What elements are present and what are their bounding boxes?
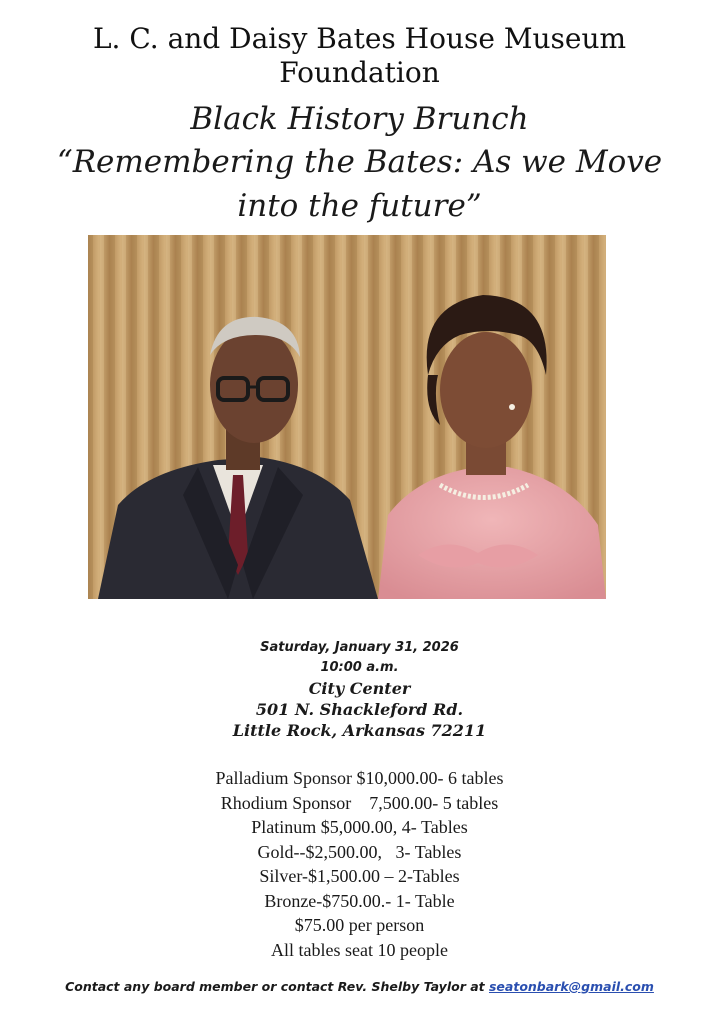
event-details [0,638,719,741]
table-capacity-note: All tables seat 10 people [271,939,448,960]
event-date: Saturday, January 31, 2026 [260,640,459,655]
event-time: 10:00 a.m. [320,660,399,675]
contact-text: Contact any board member or contact Rev. Shelby Taylor at [65,979,489,994]
portrait-photo [88,235,606,599]
event-venue: City Center [308,679,411,698]
sponsor-level-bronze: Bronze-$750.00.- 1- Table [264,890,455,911]
portrait-illustration [88,235,606,599]
organization-name-line2: Foundation [279,56,440,89]
sponsor-level-palladium: Palladium Sponsor $10,000.00- 6 tables [215,768,504,788]
individual-ticket-price: $75.00 per person [294,915,425,935]
sponsor-level-silver: Silver-$1,500.00 – 2-Tables [259,866,460,886]
event-title: Black History Brunch [190,101,529,137]
contact-email-link[interactable]: seatonbark@gmail.com [488,979,654,994]
contact-line [0,979,719,994]
event-theme-line1: “Remembering the Bates: As we Move [56,144,663,180]
event-address: 501 N. Shackleford Rd. [255,700,464,719]
sponsor-level-gold: Gold--$2,500.00, 3- Tables [257,841,462,862]
event-theme-line2: into the future” [237,188,482,224]
organization-name-line1: L. C. and Daisy Bates House Museum [92,22,627,55]
sponsor-level-platinum: Platinum $5,000.00, 4- Tables [251,817,468,837]
sponsor-level-rhodium: Rhodium Sponsor 7,500.00- 5 tables [220,792,499,813]
flyer-header [0,22,719,228]
event-city: Little Rock, Arkansas 72211 [232,721,487,740]
sponsorship-list [0,766,719,962]
